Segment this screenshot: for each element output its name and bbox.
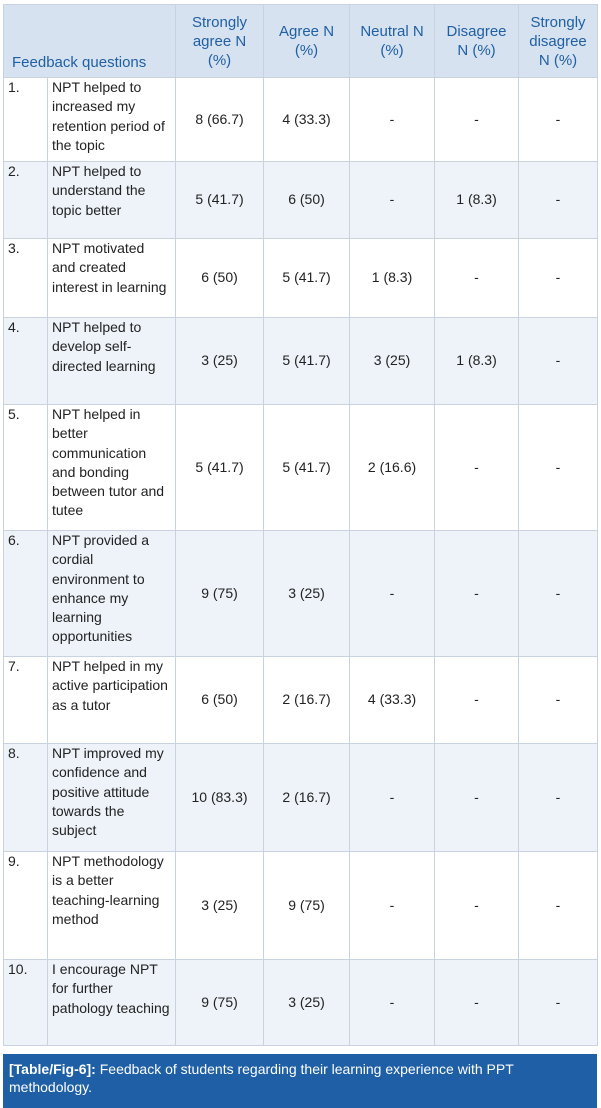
strongly-disagree-value: - [519, 531, 598, 657]
table-row [4, 531, 598, 657]
row-number: 7. [4, 657, 48, 744]
caption-text: Feedback of students regarding their learning experience with PPT methodology. [9, 1061, 514, 1095]
table-row [4, 405, 598, 531]
disagree-value: 1 (8.3) [435, 318, 519, 405]
agree-value: 6 (50) [264, 162, 350, 239]
strongly-disagree-value: - [519, 744, 598, 852]
disagree-value: - [435, 78, 519, 162]
strongly-agree-value: 6 (50) [176, 657, 264, 744]
agree-value: 2 (16.7) [264, 744, 350, 852]
strongly-disagree-value: - [519, 162, 598, 239]
neutral-value: 1 (8.3) [350, 239, 435, 318]
neutral-value: 2 (16.6) [350, 405, 435, 531]
row-number: 2. [4, 162, 48, 239]
strongly-disagree-value: - [519, 239, 598, 318]
table-caption [3, 1054, 597, 1108]
question-text: NPT improved my confidence and positive attitude towards the subject [48, 744, 176, 852]
disagree-value: - [435, 239, 519, 318]
question-text: NPT provided a cordial environment to enhance my learning opportunities [48, 531, 176, 657]
neutral-value: - [350, 162, 435, 239]
strongly-disagree-value: - [519, 852, 598, 960]
neutral-value: - [350, 852, 435, 960]
table-row [4, 744, 598, 852]
table-row [4, 960, 598, 1046]
header-strongly-disagree: Strongly disagree N (%) [519, 5, 598, 78]
neutral-value: - [350, 78, 435, 162]
neutral-value: 3 (25) [350, 318, 435, 405]
row-number: 1. [4, 78, 48, 162]
strongly-agree-value: 9 (75) [176, 960, 264, 1046]
neutral-value: - [350, 531, 435, 657]
question-text: NPT motivated and created interest in learning [48, 239, 176, 318]
strongly-agree-value: 10 (83.3) [176, 744, 264, 852]
header-neutral: Neutral N (%) [350, 5, 435, 78]
header-row [4, 5, 598, 78]
table-row [4, 657, 598, 744]
neutral-value: 4 (33.3) [350, 657, 435, 744]
header-agree: Agree N (%) [264, 5, 350, 78]
strongly-agree-value: 3 (25) [176, 318, 264, 405]
agree-value: 5 (41.7) [264, 318, 350, 405]
strongly-agree-value: 6 (50) [176, 239, 264, 318]
strongly-disagree-value: - [519, 405, 598, 531]
question-text: I encourage NPT for further pathology teaching [48, 960, 176, 1046]
strongly-agree-value: 3 (25) [176, 852, 264, 960]
strongly-agree-value: 9 (75) [176, 531, 264, 657]
row-number: 5. [4, 405, 48, 531]
question-text: NPT helped to understand the topic better [48, 162, 176, 239]
table-row [4, 239, 598, 318]
strongly-agree-value: 5 (41.7) [176, 405, 264, 531]
strongly-disagree-value: - [519, 960, 598, 1046]
disagree-value: - [435, 744, 519, 852]
disagree-value: 1 (8.3) [435, 162, 519, 239]
table-row [4, 318, 598, 405]
row-number: 6. [4, 531, 48, 657]
table-body [4, 78, 598, 1046]
neutral-value: - [350, 960, 435, 1046]
strongly-disagree-value: - [519, 657, 598, 744]
agree-value: 5 (41.7) [264, 405, 350, 531]
row-number: 8. [4, 744, 48, 852]
strongly-disagree-value: - [519, 78, 598, 162]
question-text: NPT helped to develop self-directed learning [48, 318, 176, 405]
table-header [4, 5, 598, 78]
strongly-agree-value: 8 (66.7) [176, 78, 264, 162]
table-row [4, 852, 598, 960]
agree-value: 5 (41.7) [264, 239, 350, 318]
table-row [4, 162, 598, 239]
agree-value: 4 (33.3) [264, 78, 350, 162]
feedback-table [3, 4, 598, 1046]
row-number: 3. [4, 239, 48, 318]
disagree-value: - [435, 405, 519, 531]
strongly-disagree-value: - [519, 318, 598, 405]
header-feedback-questions: Feedback questions [4, 5, 176, 78]
disagree-value: - [435, 852, 519, 960]
header-disagree: Disagree N (%) [435, 5, 519, 78]
question-text: NPT methodology is a better teaching-learning method [48, 852, 176, 960]
header-strongly-agree: Strongly agree N (%) [176, 5, 264, 78]
caption-label: [Table/Fig-6]: [9, 1061, 96, 1077]
agree-value: 3 (25) [264, 531, 350, 657]
disagree-value: - [435, 531, 519, 657]
agree-value: 2 (16.7) [264, 657, 350, 744]
question-text: NPT helped to increased my retention period of the topic [48, 78, 176, 162]
disagree-value: - [435, 657, 519, 744]
question-text: NPT helped in my active participation as a tutor [48, 657, 176, 744]
row-number: 10. [4, 960, 48, 1046]
neutral-value: - [350, 744, 435, 852]
agree-value: 9 (75) [264, 852, 350, 960]
disagree-value: - [435, 960, 519, 1046]
question-text: NPT helped in better communication and bonding between tutor and tutee [48, 405, 176, 531]
row-number: 9. [4, 852, 48, 960]
strongly-agree-value: 5 (41.7) [176, 162, 264, 239]
row-number: 4. [4, 318, 48, 405]
table-row [4, 78, 598, 162]
agree-value: 3 (25) [264, 960, 350, 1046]
